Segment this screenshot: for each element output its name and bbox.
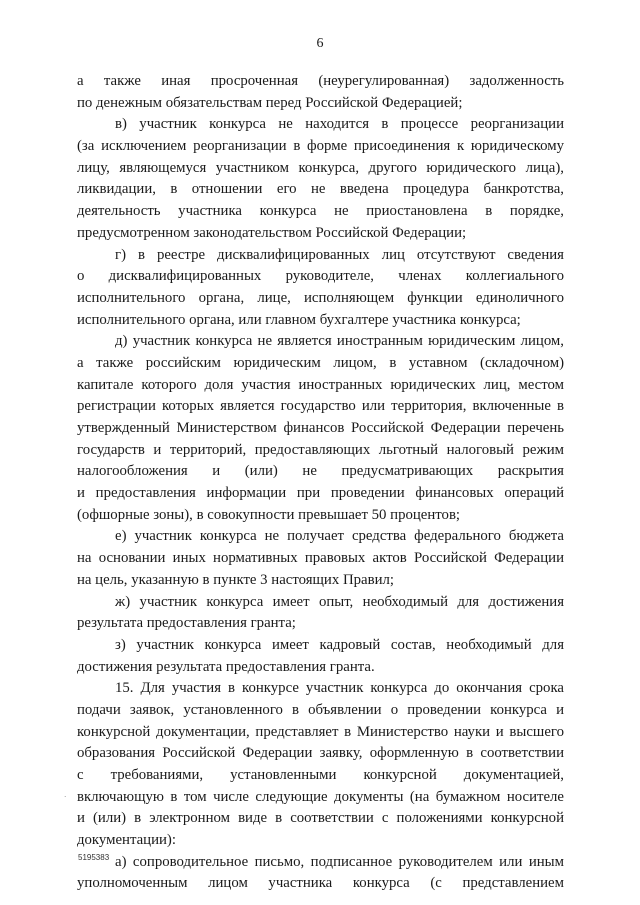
page-number: 6 (316, 36, 324, 51)
text-line: капитале которого доля участия иностранных юридических лиц, местом (77, 376, 564, 393)
text-line: д) участник конкурса не является иностранным юридическим лицом, (115, 333, 564, 350)
text-line: и предоставления информации при проведении финансовых операций (77, 485, 564, 502)
paragraph-item-d (77, 331, 564, 526)
text-line: а) сопроводительное письмо, подписанное руководителем или иным (115, 853, 564, 870)
margin-mark: · (64, 793, 67, 801)
paragraph-item-a (77, 852, 564, 895)
text-line: ж) участник конкурса имеет опыт, необходимый для достижения (115, 593, 564, 610)
text-line: достижения результата предоставления гранта. (77, 658, 375, 675)
text-line: г) в реестре дисквалифицированных лиц отсутствуют сведения (115, 246, 564, 263)
text-line: утвержденный Министерством финансов Российской Федерации перечень (77, 420, 564, 436)
text-line: а также иная просроченная (неурегулированная) задолженность (77, 73, 564, 89)
text-line: з) участник конкурса имеет кадровый состав, необходимый для (115, 636, 564, 653)
paragraph-clause-15 (77, 678, 564, 852)
text-line: ликвидации, в отношении его не введена процедура банкротства, (77, 181, 564, 198)
document-body (77, 71, 564, 895)
text-line: (за исключением реорганизации в форме присоединения к юридическому (77, 138, 564, 155)
text-line: налогообложения и (или) не предусматривающих раскрытия (77, 463, 564, 480)
text-line: конкурсной документации, представляет в Министерство науки и высшего (77, 723, 564, 740)
text-line: исполнительного органа, лице, исполняющем функции единоличного (77, 289, 564, 306)
text-line: результата предоставления гранта; (77, 615, 296, 632)
text-line: а также российским юридическим лицом, в уставном (складочном) (77, 354, 564, 371)
text-line: с требованиями, установленными конкурсной документацией, (77, 767, 564, 783)
text-line: уполномоченным лицом участника конкурса (с представлением (77, 875, 564, 892)
text-line: подачи заявок, установленного в объявлении о проведении конкурса и (77, 701, 564, 718)
text-line: о дисквалифицированных руководителе, членах коллегиального (77, 268, 564, 285)
text-line: деятельность участника конкурса не приостановлена в порядке, (77, 203, 564, 220)
text-line: документации): (77, 832, 176, 849)
text-line: и (или) в электронном виде в соответствии с положениями конкурсной (77, 810, 564, 827)
paragraph-item-v (77, 114, 564, 244)
text-line: на основании иных нормативных правовых актов Российской Федерации (77, 550, 564, 567)
text-line: лицу, являющемуся участником конкурса, другого юридического лица), (77, 159, 564, 176)
text-line: (офшорные зоны), в совокупности превышает 50 процентов; (77, 506, 461, 523)
text-line: на цель, указанную в пункте 3 настоящих Правил; (77, 571, 394, 588)
text-line: государств и территорий, предоставляющих льготный налоговый режим (77, 441, 564, 458)
text-line: включающую в том числе следующие документы (на бумажном носителе (77, 788, 564, 805)
text-line: е) участник конкурса не получает средства федерального бюджета (115, 528, 564, 545)
text-line: исполнительного органа, или главном бухгалтере участника конкурса; (77, 311, 521, 328)
text-line: в) участник конкурса не находится в процессе реорганизации (115, 116, 564, 133)
paragraph-item-zh (77, 592, 564, 635)
paragraph-item-e (77, 526, 564, 591)
text-line: предусмотренном законодательством Российской Федерации; (77, 224, 467, 241)
text-line: по денежным обязательствам перед Российской Федерацией; (77, 94, 463, 111)
text-line: 15. Для участия в конкурсе участник конкурса до окончания срока (115, 680, 564, 697)
text-line: регистрации которых является государство или территория, включенные в (77, 398, 564, 415)
document-code: 5195383 (78, 853, 110, 862)
paragraph-debt-continuation (77, 71, 564, 114)
paragraph-item-z (77, 635, 564, 678)
paragraph-item-g (77, 245, 564, 332)
text-line: образования Российской Федерации заявку, оформленную в соответствии (77, 745, 564, 762)
